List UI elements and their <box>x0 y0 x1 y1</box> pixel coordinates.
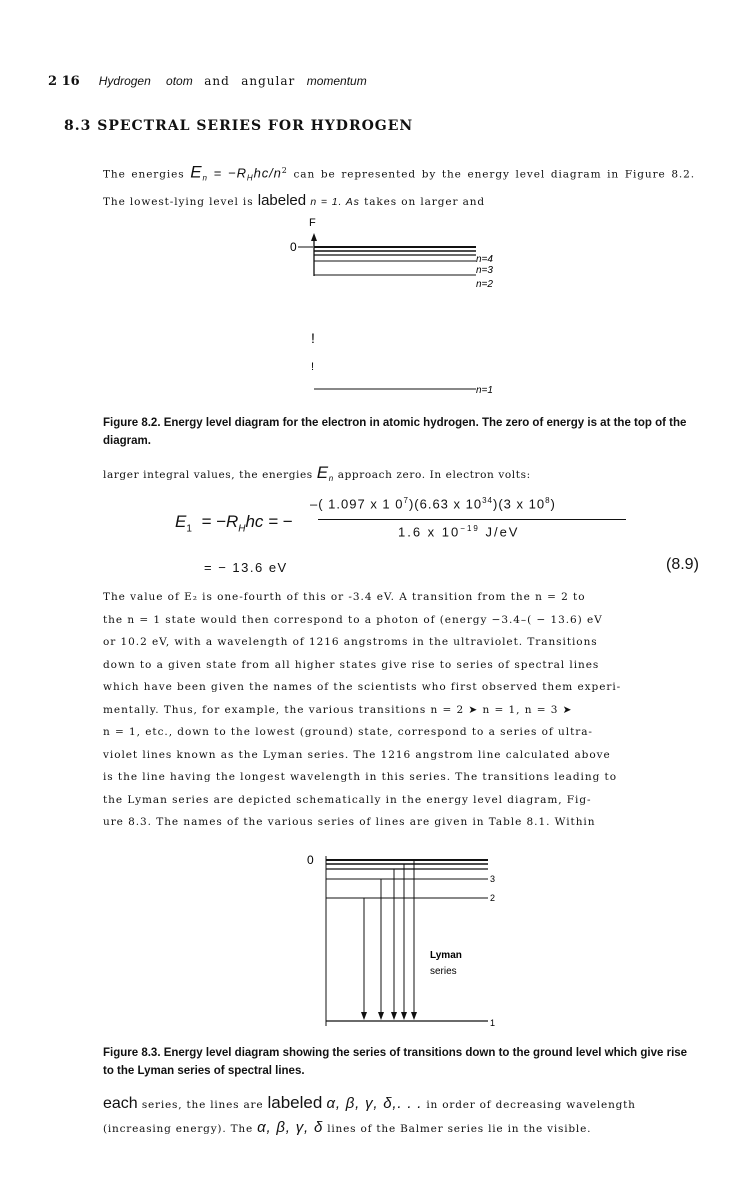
text: The energies <box>103 168 185 181</box>
page-number: 2 16 <box>48 74 80 89</box>
text: takes on larger and <box>364 196 486 209</box>
math-expression: hc = <box>245 512 279 531</box>
arrowhead <box>411 1012 417 1020</box>
equation-denominator <box>398 524 519 539</box>
paragraph-lyman <box>103 586 697 834</box>
text-line: is the line having the longest wavelength in this series. The transitions leading to <box>103 771 617 783</box>
fraction-bar <box>318 519 626 520</box>
math-subscript: n <box>202 173 208 183</box>
running-title-word: otom <box>166 74 193 88</box>
arrowhead <box>401 1012 407 1020</box>
text-line: ure 8.3. The names of the various series of lines are given in Table 8.1. Within <box>103 816 596 828</box>
numerator-part: ) <box>550 496 556 512</box>
greek-letters: α, β, γ, δ,. . . <box>326 1095 423 1112</box>
math-expression: = −R <box>201 512 239 531</box>
figure-caption-8-3: Figure 8.3. Energy level diagram showing the series of transitions down to the ground level which give rise to the Lyman series of spectral lines. <box>103 1047 688 1077</box>
text: lines of the Balmer series lie in the visible. <box>327 1122 592 1135</box>
paragraph-intro <box>103 160 695 214</box>
level-label-n3: n=3 <box>476 265 493 276</box>
numerator-part: )(6.63 x 10 <box>408 496 483 512</box>
series-label: Lyman <box>430 950 462 961</box>
math-superscript: 8 <box>545 496 551 505</box>
series-label: series <box>430 966 457 977</box>
text-line: which have been given the names of the scientists who first observed them experi- <box>103 681 622 693</box>
numerator-part: )(3 x 10 <box>493 496 546 512</box>
figure-caption-8-2: Figure 8.2. Energy level diagram for the electron in atomic hydrogen. The zero of energy is at the top of the diagram. <box>103 417 687 447</box>
arrowhead <box>361 1012 367 1020</box>
axis-break-mark: ! <box>311 361 315 373</box>
text-labeled: labeled <box>257 192 307 210</box>
running-header <box>48 74 367 89</box>
math-subscript: H <box>246 173 254 183</box>
numerator-part: –( 1.097 x 1 0 <box>310 496 404 512</box>
paragraph-energies <box>103 462 695 491</box>
level-label-n2: n=2 <box>476 279 493 290</box>
text: in order of decreasing wavelength <box>426 1099 636 1111</box>
text-each: each <box>103 1095 138 1112</box>
math-symbol: E <box>190 162 203 182</box>
equation-lhs <box>175 512 293 534</box>
math-superscript: −19 <box>460 524 480 533</box>
text-line: or 10.2 eV, with a wavelength of 1216 angstroms in the ultraviolet. Transitions <box>103 636 598 648</box>
math-superscript: 7 <box>403 496 409 505</box>
energy-level-diagram-8-3 <box>300 848 510 1033</box>
section-title: 8.3 SPECTRAL SERIES FOR HYDROGEN <box>64 118 414 134</box>
text: Figure 8.2. The lowest-lying level is <box>103 168 695 209</box>
axis-label: F <box>309 217 316 229</box>
paragraph-series-labels <box>103 1092 695 1140</box>
text: series, the lines are <box>141 1099 264 1111</box>
zero-label: 0 <box>307 853 314 867</box>
text: approach zero. In electron volts: <box>337 469 531 481</box>
text-line: the Lyman series are depicted schematically in the energy level diagram, Fig- <box>103 793 592 806</box>
denominator-part: 1.6 x 10 <box>398 524 461 540</box>
math-symbol: E <box>316 463 329 482</box>
level-label-1: 1 <box>490 1018 496 1028</box>
zero-label: 0 <box>290 240 297 254</box>
text: can be represented by the energy level diagram in <box>293 168 620 181</box>
text-line: The value of E₂ is one-fourth of this or -3.4 eV. A transition from the n = 2 to <box>103 591 586 603</box>
arrowhead <box>378 1012 384 1020</box>
math-expression: hc/n <box>253 165 282 181</box>
math-expression: = −R <box>213 165 247 181</box>
text-labeled: labeled <box>267 1093 323 1112</box>
level-label-3: 3 <box>490 874 496 884</box>
math-subscript: n <box>328 474 334 484</box>
level-label-n1: n=1 <box>476 385 493 396</box>
text-line: n = 1, etc., down to the lowest (ground) state, correspond to a series of ultra- <box>103 726 593 738</box>
math-superscript: 34 <box>482 496 494 505</box>
text-line: the n = 1 state would then correspond to a photon of (energy −3.4–( − 13.6) eV <box>103 613 603 626</box>
text: (increasing energy). The <box>103 1122 253 1135</box>
text-line: mentally. Thus, for example, the various transitions n = 2 ➤ n = 1, n = 3 ➤ <box>103 703 573 716</box>
arrowhead <box>391 1012 397 1020</box>
math-subscript: 1 <box>186 523 192 535</box>
equation-result: = − 13.6 eV <box>204 560 288 575</box>
denominator-part: J/eV <box>485 524 520 540</box>
text: n = 1. As <box>310 196 360 209</box>
math-symbol: E <box>175 512 187 531</box>
running-title-word: angular <box>241 74 296 88</box>
greek-letters: α, β, γ, δ <box>257 1118 324 1136</box>
equation-number: (8.9) <box>666 556 699 573</box>
energy-level-diagram-8-2 <box>280 212 520 397</box>
equation-numerator <box>310 496 556 511</box>
text-line: down to a given state from all higher states give rise to series of spectral lines <box>103 658 600 671</box>
math-minus: − <box>282 512 293 531</box>
text-line: violet lines known as the Lyman series. The 1216 angstrom line calculated above <box>103 748 611 761</box>
running-title-word: momentum <box>306 74 367 88</box>
axis-arrow <box>311 233 317 241</box>
running-title-word: and <box>204 74 230 88</box>
level-label-n4: n=4 <box>476 254 493 265</box>
math-subscript: H <box>238 523 246 535</box>
math-superscript: 2 <box>281 166 288 175</box>
running-title-word: Hydrogen <box>98 74 151 88</box>
axis-break-mark: ! <box>311 330 315 346</box>
text: larger integral values, the energies <box>103 469 313 481</box>
level-label-2: 2 <box>490 893 496 903</box>
